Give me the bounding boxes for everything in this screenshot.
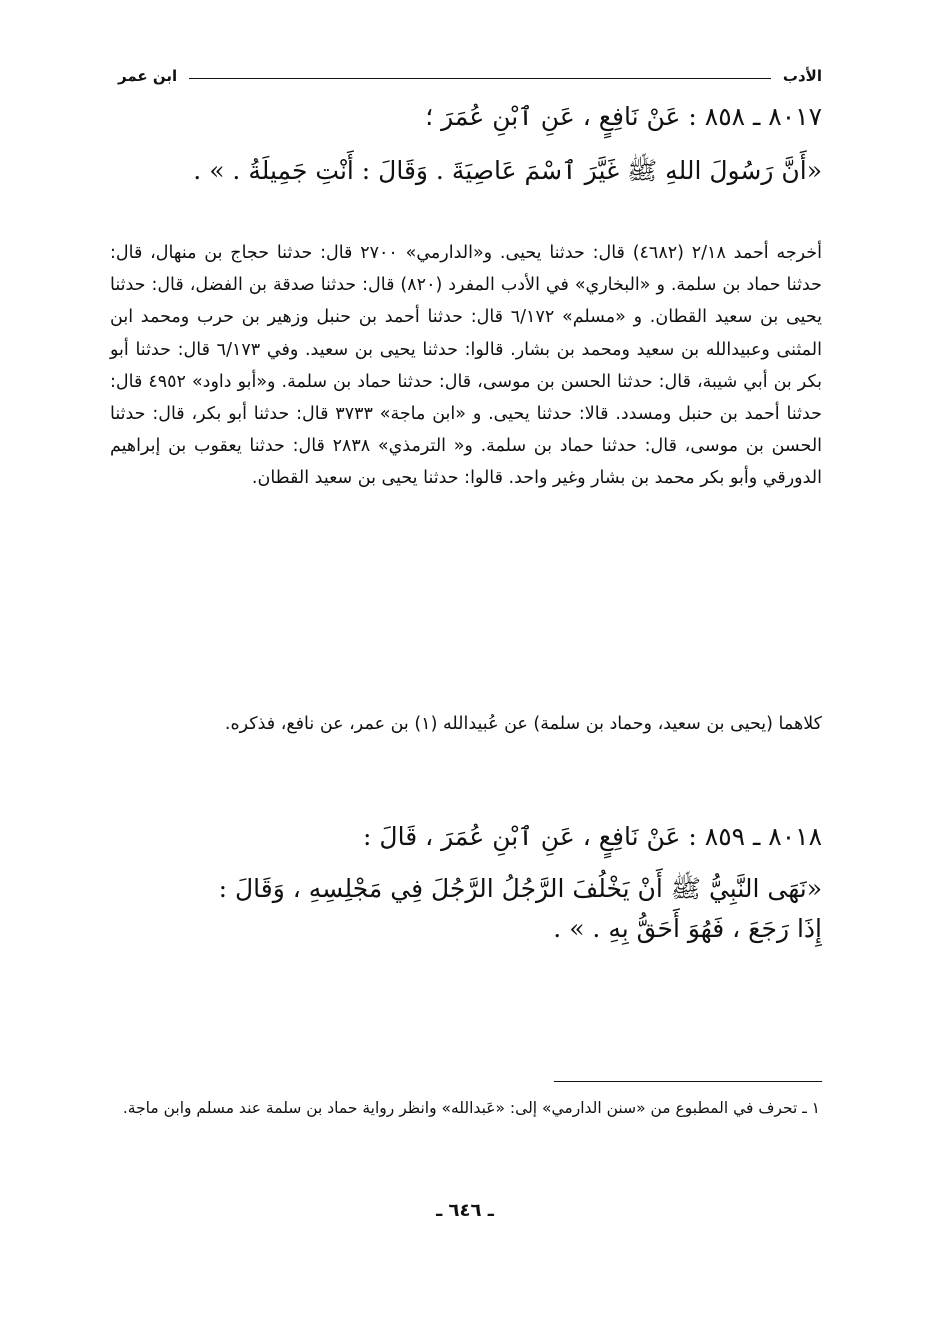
- header-narrator: ابن عمر: [118, 67, 178, 85]
- footnote-rule: [554, 1081, 822, 1082]
- summary-paragraph: كلاهما (يحيى بن سعيد، وحماد بن سلمة) عن عُبيدالله (١) بن عمر، عن نافع، فذكره.: [224, 714, 822, 734]
- hadith-8017: [110, 100, 822, 188]
- header-rule: [189, 78, 771, 79]
- footnote: ١ ـ تحرف في المطبوع من «سنن الدارمي» إلى: «عَبدالله» وانظر رواية حماد بن سلمة عند مسلم وابن ماجة.: [122, 1099, 820, 1117]
- hadith-8018-text-1: «نَهَى النَّبِيُّ ﷺ أَنْ يَخْلُفَ الرَّجُلُ الرَّجُلَ فِي مَجْلِسِهِ ، وَقَالَ :: [218, 873, 822, 903]
- page-number: ـ ٦٤٦ ـ: [436, 1200, 494, 1221]
- takhrij-paragraph: أخرجه أحمد ٢/١٨ (٤٦٨٢) قال: حدثنا يحيى. و«الدارمي» ٢٧٠٠ قال: حدثنا حجاج بن منهال، قال: حدثنا حماد بن سلمة. و «البخاري» في الأدب المفرد (٨٢٠) قال: حدثنا صدقة بن الفضل، قال: حدثنا يحيى بن سعيد القطان. و «مسلم» ٦/١٧٢ قال: حدثنا أحمد بن حنبل وزهير بن حرب ومحمد ابن المثنى وعبيدالله بن سعيد ومحمد بن بشار. قالوا: حدثنا يحيى بن سعيد. وفي ٦/١٧٣ قال: حدثنا أبو بكر بن أبي شيبة، قال: حدثنا الحسن بن موسى، قال: حدثنا حماد بن سلمة. و«أبو داود» ٤٩٥٢ قال: حدثنا أحمد بن حنبل ومسدد. قالا: حدثنا يحيى. و «ابن ماجة» ٣٧٣٣ قال: حدثنا أبو بكر، قال: حدثنا الحسن بن موسى، قال: حدثنا حماد بن سلمة. و« الترمذي» ٢٨٣٨ قال: حدثنا يعقوب بن إبراهيم الدورقي وأبو بكر محمد بن بشار وغير واحد. قالوا: حدثنا يحيى بن سعيد القطان.: [110, 243, 823, 489]
- hadith-8018: [110, 820, 822, 951]
- header-chapter: الأدب: [782, 67, 822, 85]
- hadith-8018-text-2: إِذَا رَجَعَ ، فَهُوَ أَحَقُّ بِهِ . » .: [553, 913, 822, 943]
- hadith-8017-chain: ٨٠١٧ ـ ٨٥٨ : عَنْ نَافِعٍ ، عَنِ ٱبْنِ عُمَرَ ؛: [425, 102, 822, 131]
- running-header: [118, 64, 822, 88]
- hadith-8017-text: «أَنَّ رَسُولَ اللهِ ﷺ غَيَّرَ ٱسْمَ عَاصِيَةَ . وَقَالَ : أَنْتِ جَمِيلَةُ . » .: [193, 155, 822, 185]
- hadith-8018-chain: ٨٠١٨ ـ ٨٥٩ : عَنْ نَافِعٍ ، عَنِ ٱبْنِ عُمَرَ ، قَالَ :: [363, 822, 822, 851]
